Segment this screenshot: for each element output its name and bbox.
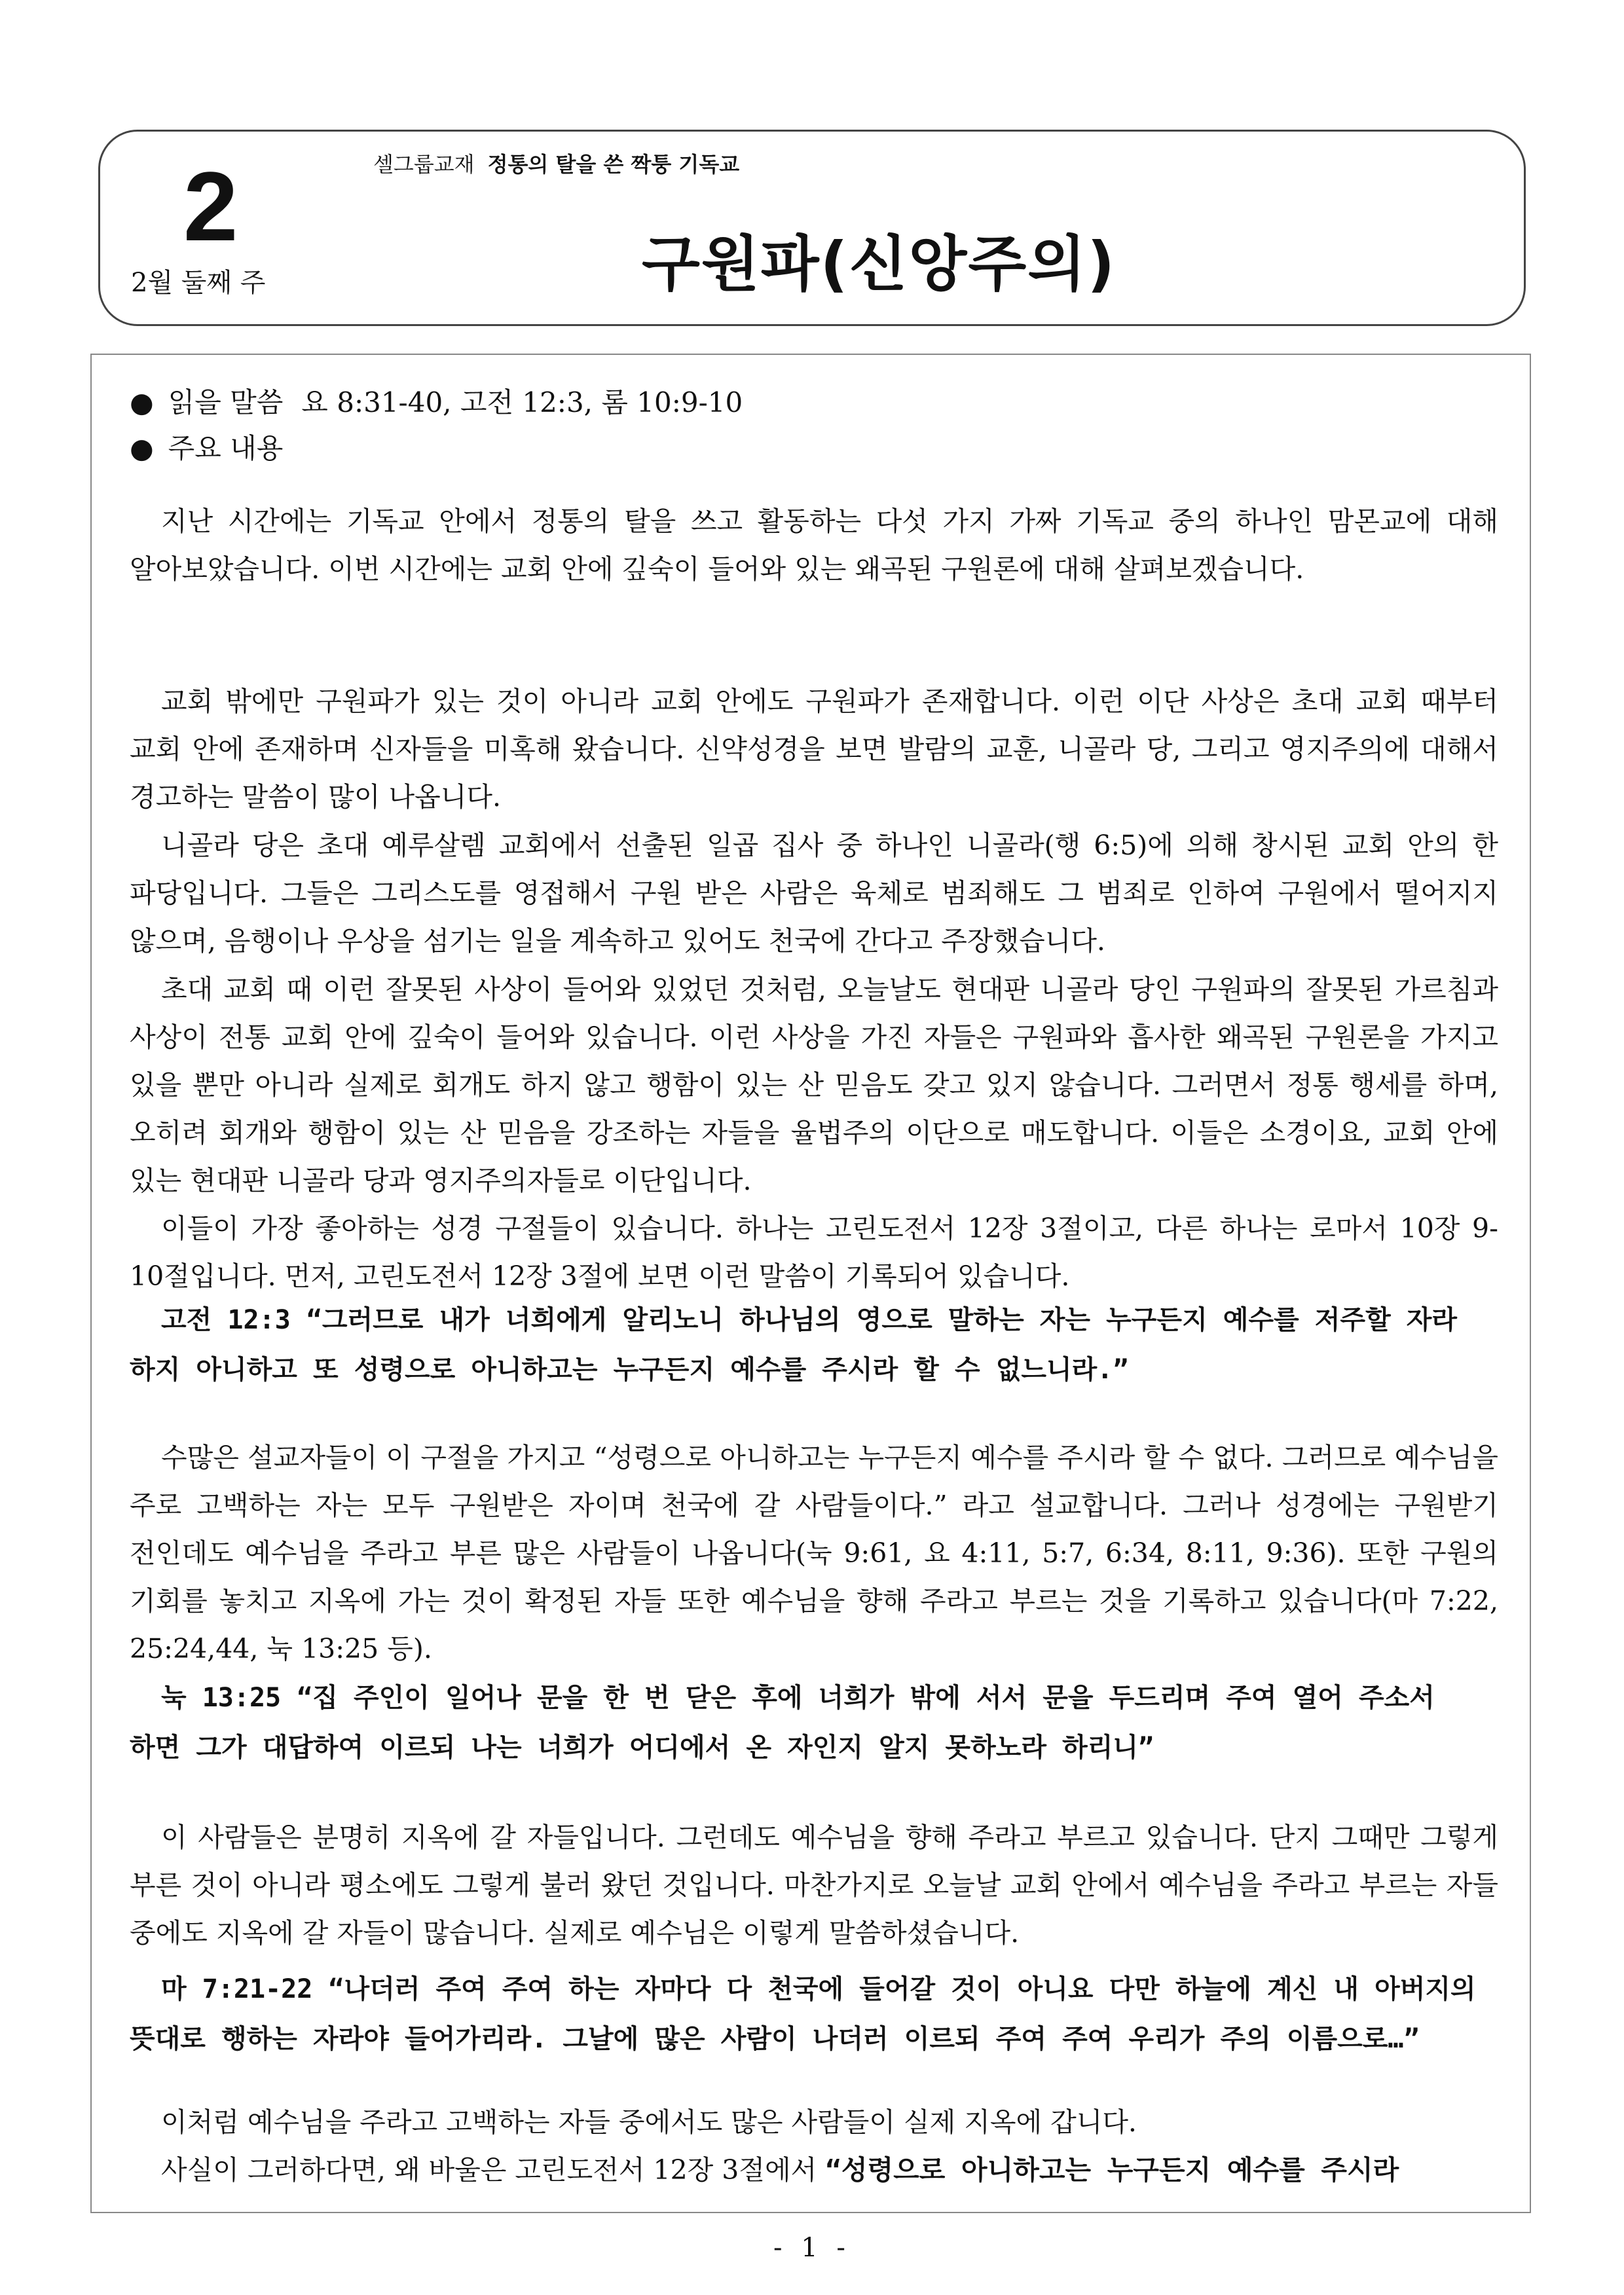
paragraph-9-start: 사실이 그러하다면, 왜 바울은 고린도전서 12장 3절에서	[161, 2154, 826, 2186]
paragraph-8: 이처럼 예수님을 주라고 고백하는 자들 중에서도 많은 사람들이 실제 지옥에 갑니다.	[161, 2106, 1137, 2138]
lesson-number: 2	[183, 151, 238, 261]
paragraph-4: 초대 교회 때 이런 잘못된 사상이 들어와 있었던 것처럼, 오늘날도 현대판 니골라 당인 구원파의 잘못된 가르침과 사상이 전통 교회 안에 깊숙이 들어와 있습니다. 이런 사상을 가진 자들은 구원파와 흡사한 왜곡된 구원론을 가지고 있을 뿐만 아니라 실제로 회개도 하지 않고 행함이 있는 산 믿음도 갖고 있지 않습니다. 그러면서 정통 행세를 하며, 오히려 회개와 행함이 있는 산 믿음을 강조하는 자들을 율법주의 이단으로 매도합니다. 이들은 소경이요, 교회 안에 있는 현대판 니골라 당과 영지주의자들로 이단입니다.	[130, 974, 1498, 1196]
reading-bullet	[130, 383, 743, 422]
paragraph-5: 이들이 가장 좋아하는 성경 구절들이 있습니다. 하나는 고린도전서 12장 3절이고, 다른 하나는 로마서 10장 9-10절입니다. 먼저, 고린도전서 12장 3절에 보면 이런 말씀이 기록되어 있습니다.	[130, 1213, 1498, 1292]
paragraph-2: 교회 밖에만 구원파가 있는 것이 아니라 교회 안에도 구원파가 존재합니다. 이런 이단 사상은 초대 교회 때부터 교회 안에 존재하며 신자들을 미혹해 왔습니다. 신약성경을 보면 발람의 교훈, 니골라 당, 그리고 영지주의에 대해서 경고하는 말씀이 많이 나옵니다.	[130, 686, 1498, 813]
lesson-week: 2월 둘째 주	[131, 268, 266, 298]
reading-label: 읽을 말씀	[168, 386, 284, 418]
verse-matt-7-21: 마 7:21-22 “나더러 주여 주여 하는 자마다 다 천국에 들어갈 것이 아니요 다만 하늘에 계신 내 아버지의 뜻대로 행하는 자라야 들어가리라. 그날에 많은 사람이 나더러 이르되 주여 주여 우리가 주의 이름으로…”	[130, 1974, 1476, 2054]
paragraph-intro: 지난 시간에는 기독교 안에서 정통의 탈을 쓰고 활동하는 다섯 가지 가짜 기독교 중의 하나인 맘몬교에 대해 알아보았습니다. 이번 시간에는 교회 안에 깊숙이 들어와 있는 왜곡된 구원론에 대해 살펴보겠습니다.	[130, 505, 1498, 585]
series-line	[373, 148, 739, 178]
bullet-icon: ●	[130, 432, 154, 464]
paragraph-3: 니골라 당은 초대 예루살렘 교회에서 선출된 일곱 집사 중 하나인 니골라(행 6:5)에 의해 창시된 교회 안의 한 파당입니다. 그들은 그리스도를 영접해서 구원 받은 사람은 육체로 범죄해도 그 범죄로 인하여 구원에서 떨어지지 않으며, 음행이나 우상을 섬기는 일을 계속하고 있어도 천국에 간다고 주장했습니다.	[130, 830, 1498, 957]
paragraph-9	[130, 2146, 1498, 2194]
paragraph-9-emphasis: “성령으로 아니하고는 누구든지 예수를 주시라	[825, 2154, 1399, 2186]
paragraph-6: 수많은 설교자들이 이 구절을 가지고 “성령으로 아니하고는 누구든지 예수를 주시라 할 수 없다. 그러므로 예수님을 주로 고백하는 자는 모두 구원받은 자이며 천국에 갈 사람들이다.” 라고 설교합니다. 그러나 성경에는 구원받기 전인데도 예수님을 주라고 부른 많은 사람들이 나옵니다(눅 9:61, 요 4:11, 5:7, 6:34, 8:11, 9:36). 또한 구원의 기회를 놓치고 지옥에 가는 것이 확정된 자들 또한 예수님을 향해 주라고 부르는 것을 기록하고 있습니다(마 7:22, 25:24,44, 눅 13:25 등).	[130, 1442, 1498, 1664]
main-content-label: 주요 내용	[168, 432, 284, 464]
verse-1cor-12-3: 고전 12:3 “그러므로 내가 너희에게 알리노니 하나님의 영으로 말하는 자는 누구든지 예수를 저주할 자라 하지 아니하고 또 성령으로 아니하고는 누구든지 예수를 주시라 할 수 없느니라.”	[130, 1305, 1458, 1385]
series-label: 셀그룹교재	[373, 152, 475, 177]
paragraph-7: 이 사람들은 분명히 지옥에 갈 자들입니다. 그런데도 예수님을 향해 주라고 부르고 있습니다. 단지 그때만 그렇게 부른 것이 아니라 평소에도 그렇게 불러 왔던 것입니다. 마찬가지로 오늘날 교회 안에서 예수님을 주라고 부르는 자들 중에도 지옥에 갈 자들이 많습니다. 실제로 예수님은 이렇게 말씀하셨습니다.	[130, 1822, 1498, 1949]
series-title: 정통의 탈을 쓴 짝퉁 기독교	[487, 152, 740, 177]
verse-luke-13-25: 눅 13:25 “집 주인이 일어나 문을 한 번 닫은 후에 너희가 밖에 서서 문을 두드리며 주여 열어 주소서 하면 그가 대답하여 이르되 나는 너희가 어디에서 온 자인지 알지 못하노라 하리니”	[130, 1683, 1435, 1763]
page-number: - 1 -	[773, 2233, 851, 2263]
reading-refs: 요 8:31-40, 고전 12:3, 롬 10:9-10	[301, 386, 743, 418]
main-content-bullet	[130, 429, 283, 468]
page-title: 구원파(신앙주의)	[642, 229, 1116, 299]
bullet-icon: ●	[130, 386, 154, 418]
